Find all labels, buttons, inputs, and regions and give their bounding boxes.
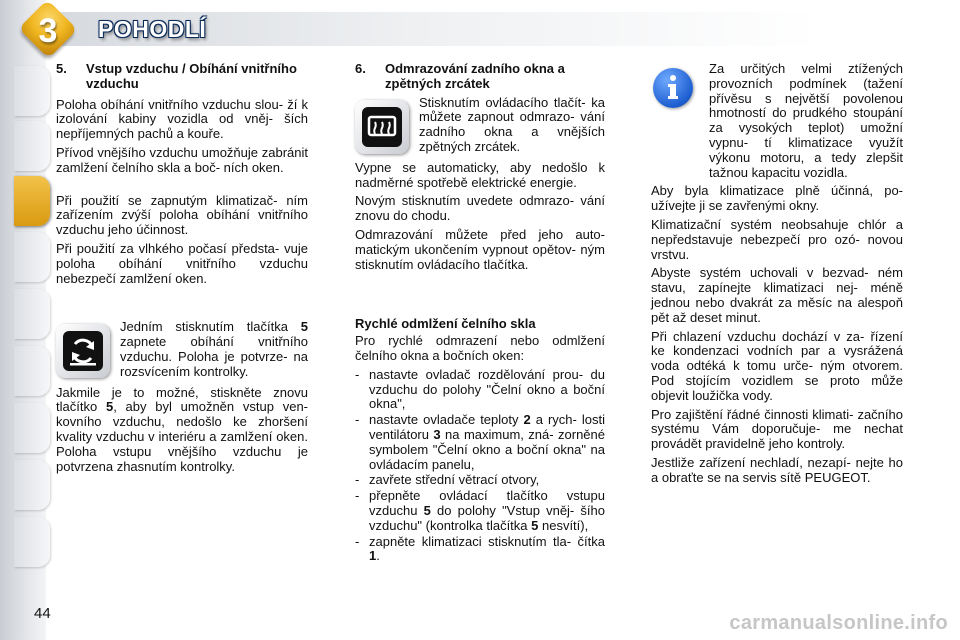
paragraph: Pro rychlé odmrazení nebo odmlžení čelního okna a bočních oken: — [355, 333, 605, 363]
chapter-tab — [14, 346, 50, 396]
section-number: 5. — [56, 61, 67, 76]
text-run: do polohy "Vstup vněj- šího vzduchu" (kontrolka tlačítka — [369, 502, 605, 533]
page-title: POHODLÍ — [98, 16, 207, 42]
recirculation-icon — [63, 331, 103, 371]
text-run: přepněte ovládací tlačítko vstupu vzduchu — [369, 488, 605, 518]
paragraph: Pro zajištění řádné činnosti klimati- začního systému Vám doporučuje- me nechat provádět pravidelně jeho kontroly. — [651, 406, 903, 452]
step-text — [369, 535, 605, 565]
section-heading — [56, 62, 308, 92]
recirculation-button-icon — [56, 324, 110, 378]
paragraph: Při použití se zapnutým klimatizač- ním zařízením zvýší poloha obíhání vnitřního vzduchu jeho účinnost. — [56, 192, 308, 238]
chapter-tab — [14, 403, 50, 453]
section-heading — [355, 62, 605, 92]
chapter-tab — [14, 232, 50, 282]
dash: - — [355, 472, 360, 488]
control-ref: 1 — [369, 548, 377, 564]
list-item — [355, 413, 605, 472]
paragraph: Při použití za vlhkého počasí předsta- vuje poloha obíhání vnitřního vzduchu nebezpečí zamlžení oken. — [56, 240, 308, 286]
control-ref: 2 — [523, 412, 531, 428]
section-title: Odmrazování zadního okna a zpětných zrcátek — [385, 61, 565, 91]
text-run: nastavte ovladače teploty — [369, 412, 524, 428]
list-item — [355, 489, 605, 533]
dash: - — [355, 488, 360, 504]
chapter-tab — [14, 121, 50, 171]
control-ref: 3 — [433, 426, 441, 442]
steps-list — [355, 368, 605, 564]
text-run: zapněte klimatizaci stisknutím tla- čítka — [369, 533, 605, 549]
chapter-number: 3 — [38, 11, 58, 50]
list-item — [355, 473, 605, 488]
chapter-tab — [14, 460, 50, 510]
rear-defrost-icon — [362, 107, 402, 147]
step-text: nastavte ovladač rozdělování prou- du vzduchu do polohy "Čelní okno a boční okna", — [369, 366, 605, 412]
section-title: Vstup vzduchu / Obíhání vnitřního vzduchu — [86, 61, 297, 91]
text-run: , aby byl umožněn vstup ven- kovního vzduchu, nedošlo ke zhoršení kvality vzduchu v interiéru a zamlžení oken. Poloha vstupu vnějšího vzduchu je potvrzena zhasnutím kontrolky. — [56, 399, 309, 474]
step-text: zavřete střední větrací otvory, — [369, 472, 540, 488]
caption-text: zapnete obíhání vnitřního vzduchu. Poloha je potvrze- na rozsvícením kontrolky. — [120, 334, 308, 379]
button-ref: 5 — [105, 399, 114, 415]
chapter-tab — [14, 289, 50, 339]
info-text: Za určitých velmi ztížených provozních podmínek (tažení přívěsu s největší povolenou hmotností do prudkého stoupání za vysokých teplot) umožní vypnu- tí klimatizace využít výkonu motoru, a tedy zlepšit tažnou kapacitu vozidla. — [709, 61, 903, 180]
paragraph: Vypne se automaticky, aby nedošlo k nadměrné spotřebě elektrické energie. — [355, 159, 605, 190]
column-left — [56, 62, 308, 478]
paragraph: Při chlazení vzduchu dochází v za- řízení ke kondenzaci vodních par a vysrážená voda odtéká k tomu urče- ným otvorem. Pod stojícím vozidlem se proto může objevit loužička vody. — [651, 328, 903, 403]
text-run: na maximum, zná- zorněné symbolem "Čelní okno a boční okna" na ovládacím panelu, — [369, 426, 606, 472]
text-run: a rych- losti ventilátoru — [369, 412, 605, 442]
control-ref: 5 — [531, 517, 539, 533]
defrost-note — [355, 96, 605, 155]
paragraph: Aby byla klimatizace plně účinná, po- užívejte ji se zavřenými okny. — [651, 183, 903, 214]
paragraph: Novým stisknutím uvedete odmrazo- vání znovu do chodu. — [355, 193, 605, 224]
icon-caption: Stisknutím ovládacího tlačít- ka můžete zapnout odmrazo- vání zadního okna a vnějších zpětných zrcátek. — [419, 94, 605, 154]
control-ref: 5 — [423, 502, 431, 518]
paragraph: Klimatizační systém neobsahuje chlór a nepředstavuje nebezpečí pro ozó- novou vrstvu. — [651, 216, 903, 262]
dash: - — [355, 366, 360, 382]
text-run: nesvítí), — [538, 517, 589, 533]
section-title: Rychlé odmlžení čelního skla — [355, 316, 536, 332]
chapter-tab-active — [14, 176, 50, 226]
info-note — [651, 62, 903, 180]
caption-text: Jedním stisknutím tlačítka — [120, 319, 288, 335]
chapter-tab — [14, 517, 50, 567]
icon-caption — [120, 320, 308, 379]
column-middle — [355, 62, 605, 565]
page-number: 44 — [34, 605, 51, 622]
dash: - — [355, 412, 360, 428]
watermark: carmanualsonline.info — [729, 612, 948, 634]
list-item — [355, 368, 605, 412]
text-run: . — [376, 548, 380, 564]
paragraph: Přívod vnějšího vzduchu umožňuje zabránit zamlžení čelního skla a boč- ních oken. — [56, 144, 308, 175]
rear-defrost-button-icon — [355, 100, 409, 154]
step-text — [369, 489, 605, 533]
paragraph: Odmrazování můžete před jeho auto- matickým ukončením vypnout opětov- ným stisknutím ovládacího tlačítka. — [355, 226, 605, 272]
paragraph: Poloha obíhání vnitřního vzduchu slou- ží k izolování kabiny vozidla od vněj- ších nepříjemných pachů a kouře. — [56, 96, 308, 142]
info-icon — [653, 68, 693, 108]
paragraph — [56, 386, 308, 475]
section-number: 6. — [355, 61, 366, 76]
paragraph: Jestliže zařízení nechladí, nezapí- nejte ho a obraťte se na servis sítě PEUGEOT. — [651, 454, 903, 485]
step-text — [369, 413, 605, 472]
chapter-tab — [14, 66, 50, 116]
recirculation-note — [56, 320, 308, 379]
text-run: Jakmile je to možné, stiskněte znovu tlačítko — [56, 384, 308, 415]
list-item — [355, 535, 605, 565]
paragraph: Abyste systém uchovali v bezvad- ném stavu, zapínejte klimatizaci nej- méně jednou nebo dvakrát za měsíc na alespoň pět až deset minut. — [651, 265, 903, 325]
button-ref: 5 — [300, 319, 308, 335]
column-right — [651, 62, 903, 490]
dash: - — [355, 533, 360, 549]
